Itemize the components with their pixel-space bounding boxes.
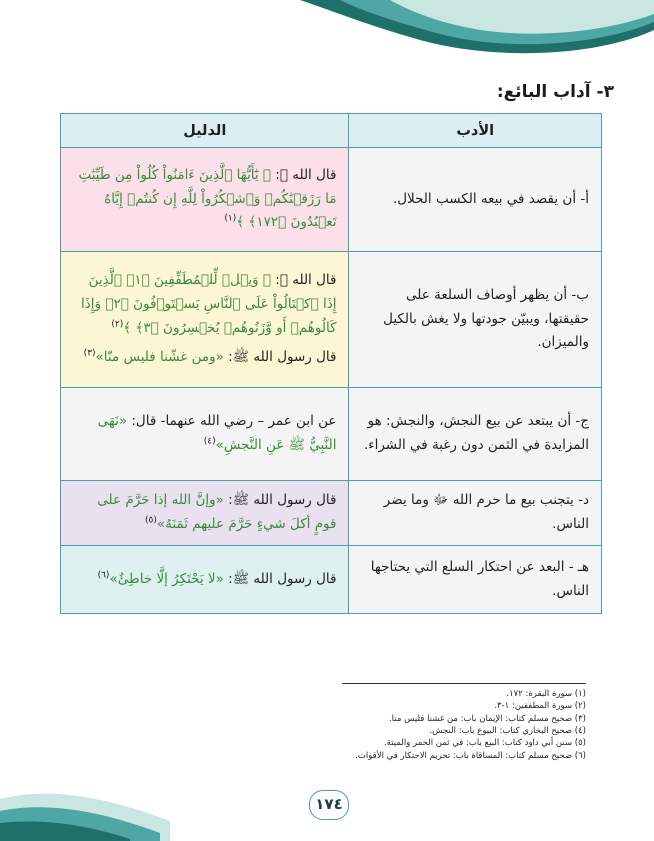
adab-cell: د- يتجنب بيع ما حرم الله ﷻ وما يضر الناس.	[349, 481, 602, 546]
table-row	[61, 388, 602, 481]
footnote-ref: (٦)	[97, 570, 110, 581]
adab-cell: هـ - البعد عن احتكار السلع التي يحتاجها الناس.	[349, 546, 602, 614]
adab-cell: ج- أن يبتعد عن بيع النجش، والنجش: هو المزايدة في الثمن دون رغبة في الشراء.	[349, 388, 602, 481]
table-row	[61, 546, 602, 614]
dalil-intro: قال رسول الله ﷺ:	[223, 492, 337, 509]
adab-table	[60, 113, 602, 614]
dalil-cell	[61, 388, 349, 481]
dalil-intro: قال الله ﷻ:	[271, 272, 337, 289]
adab-cell: أ- أن يقصد في بيعه الكسب الحلال.	[349, 148, 602, 252]
top-ornament	[300, 0, 654, 70]
footnote-divider	[342, 683, 586, 684]
hadith-text: «لا يَحْتَكِرُ إلَّا خاطِئٌ»	[109, 570, 224, 587]
quran-verse: ﴿ وَيۡلٞ لِّلۡمُطَفِّفِينَ ﴿١﴾ ٱلَّذِينَ إِذَا ٱكۡتَالُواْ عَلَى ٱلنَّاسِ يَسۡتَوۡفُونَ ﴿٢﴾ وَإِذَا كَالُوهُمۡ أَو وَّزَنُوهُمۡ يُخۡسِرُونَ ﴿٣﴾ ﴾	[81, 272, 337, 336]
header-adab: الأدب	[349, 114, 602, 148]
hadith-text: «وإنَّ الله إذا حَرَّمَ على قومٍ أكلَ شيءٍ حَرَّمَ عليهم ثَمَنَهُ»	[97, 492, 337, 532]
hadith-text: «نَهَى النَّبِيُّ ﷺ عَنِ النَّجشِ»	[97, 413, 337, 453]
quran-verse: ﴿ يَٰٓأَيُّهَا ٱلَّذِينَ ءَامَنُواْ كُلُواْ مِن طَيِّبَٰتِ مَا رَزَقۡنَٰكُمۡ وَٱشۡكُرُواْ لِلَّهِ إِن كُنتُمۡ إِيَّاهُ تَعۡبُدُونَ ﴿١٧٢﴾ ﴾	[78, 167, 337, 231]
dalil-intro: عن ابن عمر – رضي الله عنهما- قال:	[127, 413, 337, 430]
footnote-ref: (١)	[224, 213, 237, 224]
table-row	[61, 481, 602, 546]
footnote: (٦) صحيح مسلم كتاب: المساقاة باب: تحريم الاحتكار في الأقوات.	[355, 750, 586, 761]
hadith-text: «ومن غشّنا فليس منّا»	[95, 349, 224, 366]
bottom-ornament	[0, 781, 170, 841]
section-number: ٣-	[596, 82, 614, 102]
dalil-intro: قال رسول الله ﷺ:	[223, 349, 337, 366]
footnote-ref: (٤)	[203, 436, 216, 447]
dalil-intro: قال رسول الله ﷺ:	[223, 570, 337, 587]
section-title: آداب البائع:	[496, 82, 591, 102]
footnote: (٣) صحيح مسلم كتاب: الإيمان باب: من غشنا فليس منا.	[388, 713, 586, 724]
footnotes	[206, 688, 586, 762]
page-number: ١٧٤	[309, 790, 349, 820]
table-row	[61, 252, 602, 388]
dalil-cell	[61, 148, 349, 252]
dalil-cell	[61, 252, 349, 388]
adab-cell: ب- أن يظهر أوصاف السلعة على حقيقتها، ويبيّن جودتها ولا يغش بالكيل والميزان.	[349, 252, 602, 388]
footnote: (٥) سنن أبي داود كتاب: البيع باب: في ثمن الخمر والميتة.	[383, 738, 586, 749]
dalil-cell	[61, 546, 349, 614]
footnote-ref: (٣)	[83, 348, 96, 359]
dalil-cell	[61, 481, 349, 546]
section-heading	[497, 82, 614, 102]
footnote: (٤) صحيح البخاري كتاب: البيوع باب: النجش.	[429, 725, 586, 736]
table-row	[61, 148, 602, 252]
footnote-ref: (٢)	[111, 319, 124, 329]
footnote: (١) سورة البقرة: ١٧٢.	[506, 689, 586, 699]
header-dalil: الدليل	[61, 114, 349, 148]
dalil-intro: قال الله ﷻ:	[271, 167, 337, 184]
footnote-ref: (٥)	[144, 515, 157, 526]
footnote: (٢) سورة المطففين: ١-٣.	[494, 701, 586, 712]
